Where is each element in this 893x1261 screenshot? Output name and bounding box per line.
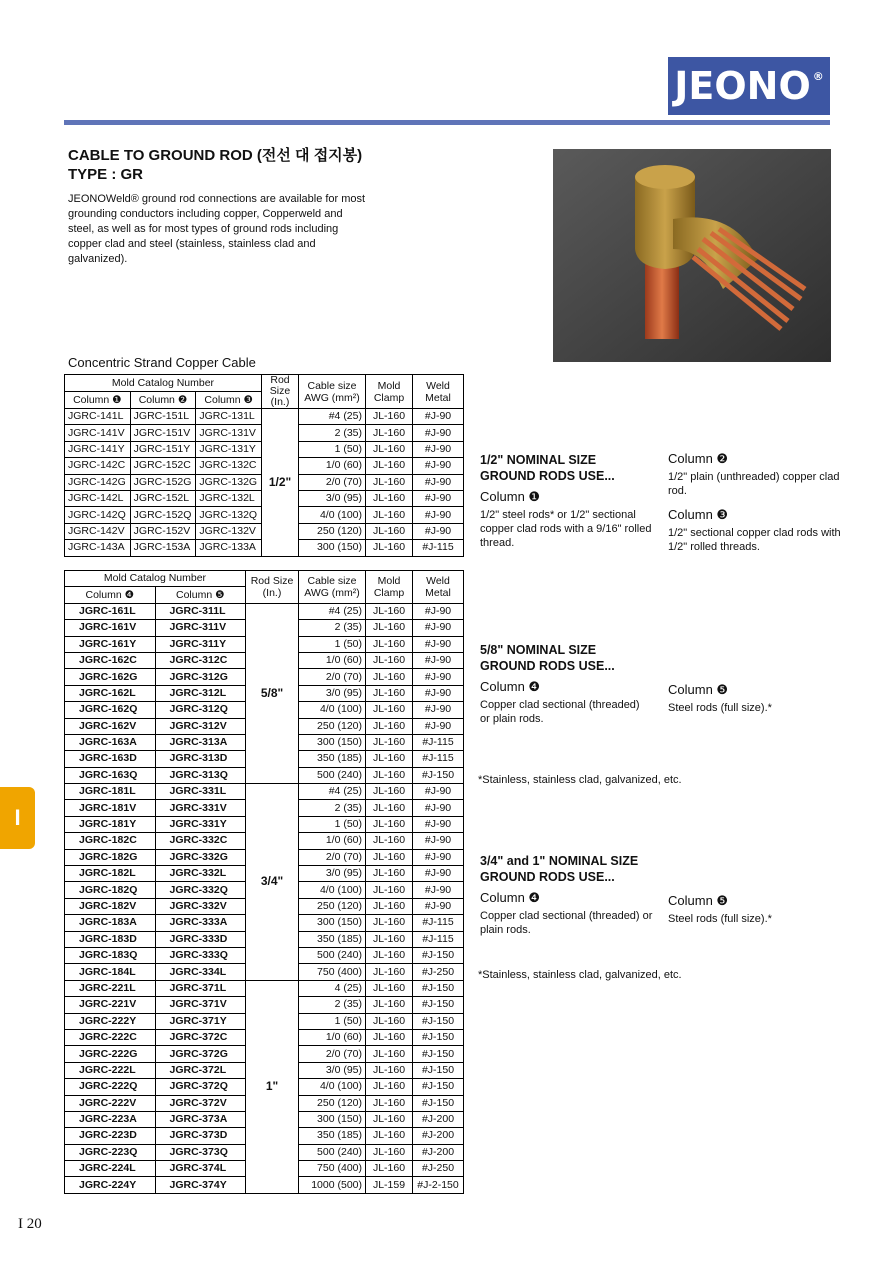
table-large-rods	[64, 570, 464, 1194]
catalog-col2-cell: JGRC-152L	[130, 490, 196, 506]
catalog-col4-cell: JGRC-182C	[65, 833, 156, 849]
five-eighths-heading: 5/8" NOMINAL SIZE GROUND RODS USE...	[480, 643, 615, 673]
weld-metal-cell: #J-90	[413, 800, 464, 816]
header-cable-size: Cable size AWG (mm²)	[299, 571, 366, 604]
weld-metal-cell: #J-90	[413, 718, 464, 734]
catalog-col5-cell: JGRC-311V	[155, 620, 246, 636]
catalog-col2-cell: JGRC-153A	[130, 540, 196, 556]
catalog-col4-cell: JGRC-162Q	[65, 702, 156, 718]
three-quarter-footnote: *Stainless, stainless clad, galvanized, etc.	[478, 969, 682, 981]
mold-clamp-cell: JL-160	[366, 1079, 413, 1095]
header-mold-catalog: Mold Catalog Number	[65, 571, 246, 587]
catalog-col4-cell: JGRC-183D	[65, 931, 156, 947]
cable-size-cell: 4 (25)	[299, 980, 366, 996]
mold-clamp-cell: JL-160	[366, 1111, 413, 1127]
mold-clamp-cell: JL-160	[366, 1029, 413, 1045]
weld-metal-cell: #J-200	[413, 1111, 464, 1127]
cable-size-cell: 250 (120)	[299, 523, 366, 539]
weld-metal-cell: #J-150	[413, 767, 464, 783]
mold-clamp-cell: JL-160	[366, 669, 413, 685]
weld-metal-cell: #J-90	[413, 636, 464, 652]
catalog-col2-cell: JGRC-152C	[130, 458, 196, 474]
catalog-col5-cell: JGRC-332C	[155, 833, 246, 849]
cable-size-cell: 3/0 (95)	[299, 490, 366, 506]
mold-clamp-cell: JL-160	[366, 458, 413, 474]
catalog-col3-cell: JGRC-131Y	[196, 441, 262, 457]
catalog-col5-cell: JGRC-311Y	[155, 636, 246, 652]
mold-clamp-cell: JL-160	[366, 784, 413, 800]
catalog-col5-cell: JGRC-333D	[155, 931, 246, 947]
mold-clamp-cell: JL-160	[366, 1062, 413, 1078]
cable-size-cell: 350 (185)	[299, 931, 366, 947]
rod-size-cell: 3/4"	[246, 784, 299, 981]
mold-clamp-cell: JL-160	[366, 685, 413, 701]
cable-size-cell: 1 (50)	[299, 1013, 366, 1029]
cable-size-cell: 300 (150)	[299, 915, 366, 931]
catalog-col5-cell: JGRC-312C	[155, 652, 246, 668]
column-5-label: Column ❺	[668, 893, 729, 908]
catalog-col4-cell: JGRC-222Q	[65, 1079, 156, 1095]
page-title	[68, 146, 362, 184]
catalog-col4-cell: JGRC-163D	[65, 751, 156, 767]
column-2-label: Column ❷	[668, 451, 729, 466]
weld-metal-cell: #J-90	[413, 441, 464, 457]
cable-size-cell: 2 (35)	[299, 620, 366, 636]
weld-metal-cell: #J-90	[413, 603, 464, 619]
catalog-col5-cell: JGRC-333Q	[155, 947, 246, 963]
header-rod-size: Rod Size (In.)	[262, 375, 299, 409]
five-eighths-footnote: *Stainless, stainless clad, galvanized, etc.	[478, 774, 682, 786]
column-3-label: Column ❸	[668, 507, 729, 522]
header-column-5: Column ❺	[155, 587, 246, 603]
catalog-col4-cell: JGRC-182G	[65, 849, 156, 865]
mold-clamp-cell: JL-160	[366, 980, 413, 996]
catalog-col4-cell: JGRC-183A	[65, 915, 156, 931]
catalog-col5-cell: JGRC-312Q	[155, 702, 246, 718]
half-inch-notes	[480, 452, 655, 550]
table-row	[65, 409, 464, 425]
three-quarter-notes-right	[668, 894, 838, 926]
cable-size-cell: 1/0 (60)	[299, 652, 366, 668]
catalog-col4-cell: JGRC-162L	[65, 685, 156, 701]
cable-size-cell: 4/0 (100)	[299, 507, 366, 523]
header-column-1: Column ❶	[65, 392, 131, 409]
catalog-col5-cell: JGRC-332V	[155, 898, 246, 914]
weld-metal-cell: #J-90	[413, 425, 464, 441]
catalog-col4-cell: JGRC-222Y	[65, 1013, 156, 1029]
cable-size-cell: 2 (35)	[299, 997, 366, 1013]
catalog-col5-cell: JGRC-312L	[155, 685, 246, 701]
column-3-text: 1/2" sectional copper clad rods with 1/2" rolled threads.	[668, 527, 841, 553]
mold-clamp-cell: JL-160	[366, 636, 413, 652]
catalog-col5-cell: JGRC-334L	[155, 964, 246, 980]
weld-metal-cell: #J-200	[413, 1128, 464, 1144]
catalog-col4-cell: JGRC-224L	[65, 1161, 156, 1177]
catalog-col4-cell: JGRC-183Q	[65, 947, 156, 963]
cable-size-cell: 2/0 (70)	[299, 474, 366, 490]
weld-metal-cell: #J-90	[413, 816, 464, 832]
jeono-logo: JEONO ®	[668, 57, 830, 115]
catalog-col5-cell: JGRC-374Y	[155, 1177, 246, 1193]
mold-clamp-cell: JL-160	[366, 1144, 413, 1160]
weld-metal-cell: #J-90	[413, 669, 464, 685]
header-mold-clamp: Mold Clamp	[366, 375, 413, 409]
catalog-col5-cell: JGRC-372Q	[155, 1079, 246, 1095]
intro-paragraph: JEONOWeld® ground rod connections are available for most grounding conductors including copper, Copperweld and steel, as well as for most types of ground rods including copper clad and steel (stainless, stainless clad and galvanized).	[68, 193, 366, 265]
cable-size-cell: 300 (150)	[299, 540, 366, 556]
mold-clamp-cell: JL-160	[366, 1046, 413, 1062]
catalog-col1-cell: JGRC-142G	[65, 474, 131, 490]
rod-size-cell: 1/2"	[262, 409, 299, 557]
weld-metal-cell: #J-150	[413, 947, 464, 963]
mold-clamp-cell: JL-160	[366, 603, 413, 619]
catalog-col4-cell: JGRC-222V	[65, 1095, 156, 1111]
catalog-col1-cell: JGRC-141L	[65, 409, 131, 425]
catalog-col5-cell: JGRC-371Y	[155, 1013, 246, 1029]
catalog-col3-cell: JGRC-132C	[196, 458, 262, 474]
catalog-col5-cell: JGRC-371L	[155, 980, 246, 996]
catalog-col2-cell: JGRC-151L	[130, 409, 196, 425]
cable-size-cell: 4/0 (100)	[299, 1079, 366, 1095]
catalog-col4-cell: JGRC-162G	[65, 669, 156, 685]
weld-metal-cell: #J-115	[413, 751, 464, 767]
catalog-col1-cell: JGRC-141V	[65, 425, 131, 441]
weld-metal-cell: #J-90	[413, 507, 464, 523]
weld-metal-cell: #J-90	[413, 523, 464, 539]
three-quarter-heading: 3/4" and 1" NOMINAL SIZE GROUND RODS USE...	[480, 854, 639, 884]
cable-size-cell: 300 (150)	[299, 734, 366, 750]
weld-metal-cell: #J-2-150	[413, 1177, 464, 1193]
catalog-col4-cell: JGRC-161L	[65, 603, 156, 619]
weld-metal-cell: #J-90	[413, 458, 464, 474]
catalog-col1-cell: JGRC-142Q	[65, 507, 131, 523]
three-quarter-notes	[480, 853, 655, 937]
catalog-col5-cell: JGRC-331Y	[155, 816, 246, 832]
catalog-col4-cell: JGRC-222L	[65, 1062, 156, 1078]
mold-clamp-cell: JL-160	[366, 964, 413, 980]
weld-metal-cell: #J-90	[413, 882, 464, 898]
catalog-col1-cell: JGRC-142V	[65, 523, 131, 539]
catalog-col3-cell: JGRC-131V	[196, 425, 262, 441]
catalog-col3-cell: JGRC-131L	[196, 409, 262, 425]
weld-metal-cell: #J-90	[413, 409, 464, 425]
page-number: I 20	[18, 1216, 42, 1232]
catalog-col2-cell: JGRC-152Q	[130, 507, 196, 523]
weld-metal-cell: #J-150	[413, 1062, 464, 1078]
catalog-col5-cell: JGRC-373D	[155, 1128, 246, 1144]
cable-size-cell: 1 (50)	[299, 441, 366, 457]
catalog-col4-cell: JGRC-222C	[65, 1029, 156, 1045]
cable-size-cell: 250 (120)	[299, 718, 366, 734]
table-half-inch-body	[65, 409, 464, 557]
weld-metal-cell: #J-90	[413, 866, 464, 882]
catalog-col1-cell: JGRC-143A	[65, 540, 131, 556]
title-line-2: TYPE : GR	[68, 166, 144, 183]
catalog-col4-cell: JGRC-162C	[65, 652, 156, 668]
cable-size-cell: 250 (120)	[299, 898, 366, 914]
weld-metal-cell: #J-90	[413, 898, 464, 914]
weld-metal-cell: #J-90	[413, 784, 464, 800]
column-4-text: Copper clad sectional (threaded) or plain rods.	[480, 910, 653, 936]
section-title: Concentric Strand Copper Cable	[68, 355, 256, 370]
catalog-col5-cell: JGRC-372G	[155, 1046, 246, 1062]
mold-clamp-cell: JL-160	[366, 474, 413, 490]
catalog-col4-cell: JGRC-163Q	[65, 767, 156, 783]
catalog-col4-cell: JGRC-182L	[65, 866, 156, 882]
cable-size-cell: 300 (150)	[299, 1111, 366, 1127]
cable-size-cell: 1/0 (60)	[299, 458, 366, 474]
weld-metal-cell: #J-250	[413, 1161, 464, 1177]
mold-clamp-cell: JL-160	[366, 882, 413, 898]
catalog-col5-cell: JGRC-332G	[155, 849, 246, 865]
cable-size-cell: 500 (240)	[299, 947, 366, 963]
column-4-label: Column ❹	[480, 679, 541, 694]
section-tab: I	[0, 787, 35, 849]
header-weld-metal: Weld Metal	[413, 375, 464, 409]
weld-metal-cell: #J-115	[413, 915, 464, 931]
mold-clamp-cell: JL-160	[366, 915, 413, 931]
table-row	[65, 603, 464, 619]
catalog-col3-cell: JGRC-133A	[196, 540, 262, 556]
catalog-col5-cell: JGRC-312V	[155, 718, 246, 734]
column-4-text: Copper clad sectional (threaded) or plain rods.	[480, 699, 640, 725]
catalog-col3-cell: JGRC-132L	[196, 490, 262, 506]
catalog-col4-cell: JGRC-221L	[65, 980, 156, 996]
column-1-label: Column ❶	[480, 489, 541, 504]
catalog-col5-cell: JGRC-372V	[155, 1095, 246, 1111]
cable-size-cell: 2/0 (70)	[299, 1046, 366, 1062]
cable-size-cell: 1 (50)	[299, 816, 366, 832]
catalog-col4-cell: JGRC-181L	[65, 784, 156, 800]
catalog-col5-cell: JGRC-372C	[155, 1029, 246, 1045]
table-half-inch	[64, 374, 464, 557]
table-row	[65, 784, 464, 800]
mold-clamp-cell: JL-160	[366, 540, 413, 556]
table-row	[65, 980, 464, 996]
five-eighths-notes-right	[668, 683, 838, 715]
column-2-text: 1/2" plain (unthreaded) copper clad rod.	[668, 471, 840, 497]
catalog-col5-cell: JGRC-332Q	[155, 882, 246, 898]
mold-clamp-cell: JL-160	[366, 1161, 413, 1177]
mold-clamp-cell: JL-160	[366, 947, 413, 963]
header-mold-catalog: Mold Catalog Number	[65, 375, 262, 392]
catalog-col5-cell: JGRC-313A	[155, 734, 246, 750]
header-weld-metal: Weld Metal	[413, 571, 464, 604]
cable-size-cell: 2 (35)	[299, 800, 366, 816]
product-photo	[553, 149, 831, 362]
mold-clamp-cell: JL-159	[366, 1177, 413, 1193]
catalog-col1-cell: JGRC-142L	[65, 490, 131, 506]
mold-clamp-cell: JL-160	[366, 441, 413, 457]
catalog-col3-cell: JGRC-132V	[196, 523, 262, 539]
catalog-col2-cell: JGRC-152G	[130, 474, 196, 490]
weld-metal-cell: #J-115	[413, 540, 464, 556]
catalog-col2-cell: JGRC-152V	[130, 523, 196, 539]
catalog-col4-cell: JGRC-181V	[65, 800, 156, 816]
weld-metal-cell: #J-90	[413, 833, 464, 849]
mold-clamp-cell: JL-160	[366, 702, 413, 718]
header-mold-clamp: Mold Clamp	[366, 571, 413, 604]
catalog-col5-cell: JGRC-373Q	[155, 1144, 246, 1160]
mold-clamp-cell: JL-160	[366, 1128, 413, 1144]
mold-clamp-cell: JL-160	[366, 997, 413, 1013]
header-column-4: Column ❹	[65, 587, 156, 603]
cable-size-cell: 3/0 (95)	[299, 1062, 366, 1078]
weld-metal-cell: #J-115	[413, 734, 464, 750]
catalog-col4-cell: JGRC-224Y	[65, 1177, 156, 1193]
weld-metal-cell: #J-150	[413, 980, 464, 996]
rod-size-cell: 5/8"	[246, 603, 299, 783]
mold-clamp-cell: JL-160	[366, 833, 413, 849]
cable-size-cell: 3/0 (95)	[299, 685, 366, 701]
mold-clamp-cell: JL-160	[366, 718, 413, 734]
cable-size-cell: 1 (50)	[299, 636, 366, 652]
catalog-col5-cell: JGRC-311L	[155, 603, 246, 619]
cable-size-cell: 350 (185)	[299, 751, 366, 767]
catalog-col5-cell: JGRC-374L	[155, 1161, 246, 1177]
weld-metal-cell: #J-200	[413, 1144, 464, 1160]
catalog-col4-cell: JGRC-184L	[65, 964, 156, 980]
catalog-col3-cell: JGRC-132G	[196, 474, 262, 490]
cable-size-cell: #4 (25)	[299, 603, 366, 619]
cable-size-cell: 350 (185)	[299, 1128, 366, 1144]
cable-size-cell: #4 (25)	[299, 784, 366, 800]
catalog-col5-cell: JGRC-333A	[155, 915, 246, 931]
mold-clamp-cell: JL-160	[366, 866, 413, 882]
catalog-col5-cell: JGRC-332L	[155, 866, 246, 882]
mold-clamp-cell: JL-160	[366, 490, 413, 506]
catalog-col4-cell: JGRC-182V	[65, 898, 156, 914]
catalog-col4-cell: JGRC-182Q	[65, 882, 156, 898]
cable-size-cell: 1/0 (60)	[299, 1029, 366, 1045]
cable-size-cell: 500 (240)	[299, 1144, 366, 1160]
weld-metal-cell: #J-90	[413, 685, 464, 701]
weld-metal-cell: #J-150	[413, 997, 464, 1013]
catalog-col4-cell: JGRC-163A	[65, 734, 156, 750]
catalog-col5-cell: JGRC-371V	[155, 997, 246, 1013]
mold-clamp-cell: JL-160	[366, 425, 413, 441]
cable-size-cell: 4/0 (100)	[299, 702, 366, 718]
column-4-label: Column ❹	[480, 890, 541, 905]
catalog-col5-cell: JGRC-312G	[155, 669, 246, 685]
mold-clamp-cell: JL-160	[366, 767, 413, 783]
column-1-text: 1/2" steel rods* or 1/2" sectional copper clad rods with a 9/16" rolled thread.	[480, 509, 652, 549]
mold-clamp-cell: JL-160	[366, 1095, 413, 1111]
header-column-3: Column ❸	[196, 392, 262, 409]
rod-size-cell: 1"	[246, 980, 299, 1193]
catalog-col4-cell: JGRC-223Q	[65, 1144, 156, 1160]
header-cable-size: Cable size AWG (mm²)	[299, 375, 366, 409]
weld-metal-cell: #J-90	[413, 702, 464, 718]
column-5-text: Steel rods (full size).*	[668, 702, 772, 714]
table-large-rods-body	[65, 603, 464, 1193]
weld-metal-cell: #J-90	[413, 849, 464, 865]
weld-metal-cell: #J-90	[413, 620, 464, 636]
catalog-col5-cell: JGRC-331V	[155, 800, 246, 816]
catalog-col4-cell: JGRC-223D	[65, 1128, 156, 1144]
header-rule	[64, 120, 830, 125]
mold-clamp-cell: JL-160	[366, 1013, 413, 1029]
title-line-1: CABLE TO GROUND ROD (전선 대 접지봉)	[68, 147, 363, 164]
catalog-col4-cell: JGRC-181Y	[65, 816, 156, 832]
cable-size-cell: 750 (400)	[299, 1161, 366, 1177]
mold-clamp-cell: JL-160	[366, 849, 413, 865]
catalog-col1-cell: JGRC-141Y	[65, 441, 131, 457]
catalog-col4-cell: JGRC-222G	[65, 1046, 156, 1062]
catalog-col2-cell: JGRC-151Y	[130, 441, 196, 457]
mold-clamp-cell: JL-160	[366, 523, 413, 539]
half-inch-notes-right	[668, 452, 843, 554]
mold-clamp-cell: JL-160	[366, 652, 413, 668]
weld-metal-cell: #J-150	[413, 1095, 464, 1111]
weld-metal-cell: #J-90	[413, 490, 464, 506]
catalog-col4-cell: JGRC-161Y	[65, 636, 156, 652]
catalog-col4-cell: JGRC-223A	[65, 1111, 156, 1127]
catalog-col2-cell: JGRC-151V	[130, 425, 196, 441]
cable-size-cell: #4 (25)	[299, 409, 366, 425]
header-column-2: Column ❷	[130, 392, 196, 409]
weld-metal-cell: #J-115	[413, 931, 464, 947]
cable-size-cell: 750 (400)	[299, 964, 366, 980]
catalog-col5-cell: JGRC-372L	[155, 1062, 246, 1078]
weld-metal-cell: #J-90	[413, 652, 464, 668]
cable-size-cell: 500 (240)	[299, 767, 366, 783]
half-inch-heading: 1/2" NOMINAL SIZE GROUND RODS USE...	[480, 453, 615, 483]
column-5-label: Column ❺	[668, 682, 729, 697]
cable-size-cell: 3/0 (95)	[299, 866, 366, 882]
weld-metal-cell: #J-150	[413, 1013, 464, 1029]
weld-metal-cell: #J-150	[413, 1046, 464, 1062]
mold-clamp-cell: JL-160	[366, 931, 413, 947]
mold-clamp-cell: JL-160	[366, 898, 413, 914]
column-5-text: Steel rods (full size).*	[668, 913, 772, 925]
mold-clamp-cell: JL-160	[366, 800, 413, 816]
cable-size-cell: 4/0 (100)	[299, 882, 366, 898]
catalog-col1-cell: JGRC-142C	[65, 458, 131, 474]
weld-metal-cell: #J-150	[413, 1079, 464, 1095]
catalog-col5-cell: JGRC-313D	[155, 751, 246, 767]
mold-clamp-cell: JL-160	[366, 751, 413, 767]
catalog-col4-cell: JGRC-161V	[65, 620, 156, 636]
catalog-col5-cell: JGRC-373A	[155, 1111, 246, 1127]
header-rod-size: Rod Size (In.)	[246, 571, 299, 604]
mold-clamp-cell: JL-160	[366, 620, 413, 636]
catalog-col5-cell: JGRC-313Q	[155, 767, 246, 783]
mold-clamp-cell: JL-160	[366, 409, 413, 425]
weld-metal-cell: #J-150	[413, 1029, 464, 1045]
mold-clamp-cell: JL-160	[366, 816, 413, 832]
cable-size-cell: 2/0 (70)	[299, 669, 366, 685]
mold-clamp-cell: JL-160	[366, 734, 413, 750]
cable-size-cell: 1/0 (60)	[299, 833, 366, 849]
cable-size-cell: 1000 (500)	[299, 1177, 366, 1193]
weld-metal-cell: #J-90	[413, 474, 464, 490]
cable-size-cell: 250 (120)	[299, 1095, 366, 1111]
cable-size-cell: 2/0 (70)	[299, 849, 366, 865]
catalog-col5-cell: JGRC-331L	[155, 784, 246, 800]
catalog-col4-cell: JGRC-221V	[65, 997, 156, 1013]
catalog-col4-cell: JGRC-162V	[65, 718, 156, 734]
mold-clamp-cell: JL-160	[366, 507, 413, 523]
five-eighths-notes	[480, 642, 650, 726]
cable-size-cell: 2 (35)	[299, 425, 366, 441]
weld-metal-cell: #J-250	[413, 964, 464, 980]
catalog-col3-cell: JGRC-132Q	[196, 507, 262, 523]
